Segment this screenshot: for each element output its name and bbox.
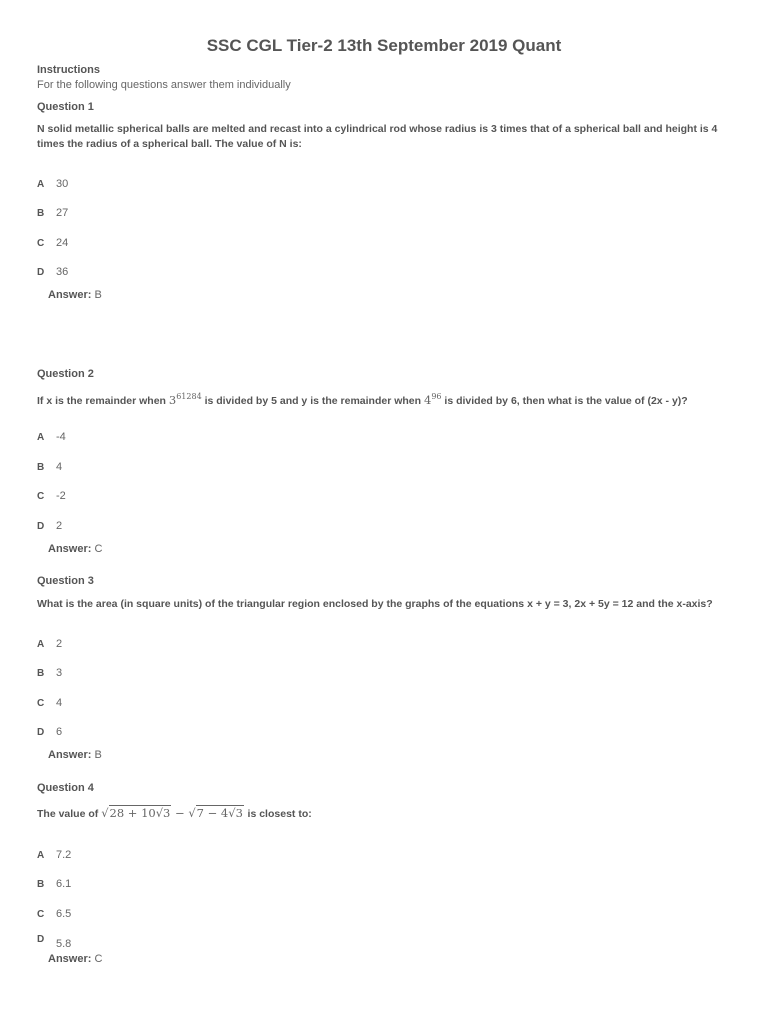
square-root-2 [188, 806, 244, 821]
root-sign: √ [188, 806, 196, 820]
option-value: 4 [56, 461, 63, 473]
option-value: 5.8 [56, 938, 72, 950]
answer-value: C [94, 953, 103, 965]
option-letter: C [37, 698, 45, 709]
option-letter: B [37, 879, 45, 890]
radicand-1: 28 + 10√3 [109, 806, 171, 820]
question-1-option-d[interactable] [37, 266, 68, 280]
question-4-label: Question 4 [37, 782, 94, 794]
power-expression-1 [169, 393, 202, 407]
option-letter: D [37, 727, 45, 738]
answer-value: B [94, 749, 102, 761]
question-1-text: N solid metallic spherical balls are melted and recast into a cylindrical rod whose radius is 3 times that of a spherical ball and height is 4 times the radius of a spherical ball. The value of N is: [37, 123, 718, 150]
question-3-answer [48, 749, 102, 761]
option-value: 3 [56, 667, 63, 679]
option-value: -4 [56, 431, 66, 443]
option-value: 6.1 [56, 878, 72, 890]
answer-label: Answer: [48, 749, 92, 761]
question-3-text: What is the area (in square units) of the triangular region enclosed by the graphs of the equations x + y = 3, 2x + 5y = 12 and the x-axis? [37, 598, 713, 610]
option-letter: A [37, 179, 45, 190]
question-2-text-part-2: is divided by 5 and y is the remainder when [204, 395, 422, 407]
option-letter: B [37, 668, 45, 679]
question-2-option-a[interactable] [37, 431, 66, 445]
option-value: 6.5 [56, 908, 72, 920]
option-letter: D [37, 267, 45, 278]
question-2-option-c[interactable] [37, 490, 66, 504]
option-letter: C [37, 238, 45, 249]
math-exponent: 61284 [176, 392, 202, 401]
question-2-text [37, 389, 737, 409]
question-1-answer [48, 289, 102, 301]
question-2-answer [48, 543, 102, 555]
question-4-option-b[interactable] [37, 878, 71, 892]
option-letter: B [37, 208, 45, 219]
question-4-text-part-1: The value of [37, 808, 99, 820]
option-value: 2 [56, 520, 63, 532]
page-title: SSC CGL Tier-2 13th September 2019 Quant [206, 36, 562, 55]
square-root-1 [101, 806, 171, 821]
option-letter: D [37, 934, 45, 945]
math-base: 3 [168, 393, 177, 407]
option-value: 30 [56, 178, 69, 190]
question-4-text [37, 806, 737, 822]
radical-expression [101, 806, 247, 820]
math-base: 4 [423, 393, 432, 407]
answer-label: Answer: [48, 543, 92, 555]
minus-sign: − [175, 806, 185, 820]
question-1-option-b[interactable] [37, 207, 68, 221]
power-expression-2 [424, 393, 442, 407]
question-4-option-d[interactable] [37, 934, 71, 948]
option-value: -2 [56, 490, 66, 502]
question-2-option-b[interactable] [37, 461, 62, 475]
question-2-label: Question 2 [37, 368, 94, 380]
question-2-text-part-3: is divided by 6, then what is the value of (2x - y)? [444, 395, 688, 407]
question-1-label: Question 1 [37, 101, 94, 113]
option-value: 7.2 [56, 849, 72, 861]
option-value: 36 [56, 266, 69, 278]
question-3-option-a[interactable] [37, 638, 62, 652]
instructions-heading: Instructions [37, 64, 100, 76]
question-3-option-d[interactable] [37, 726, 62, 740]
option-letter: D [37, 521, 45, 532]
option-letter: C [37, 909, 45, 920]
question-1-option-a[interactable] [37, 178, 68, 192]
question-4-option-a[interactable] [37, 849, 71, 863]
question-4-text-part-2: is closest to: [247, 808, 312, 820]
math-exponent: 96 [431, 392, 442, 401]
question-4-option-c[interactable] [37, 908, 71, 922]
question-2-text-part-1: If x is the remainder when [37, 395, 166, 407]
answer-label: Answer: [48, 289, 92, 301]
option-value: 4 [56, 697, 63, 709]
option-value: 6 [56, 726, 63, 738]
answer-label: Answer: [48, 953, 92, 965]
option-letter: A [37, 850, 45, 861]
question-1-option-c[interactable] [37, 237, 68, 251]
option-letter: A [37, 639, 45, 650]
option-letter: A [37, 432, 45, 443]
answer-value: C [94, 543, 103, 555]
question-3-label: Question 3 [37, 575, 94, 587]
question-2-option-d[interactable] [37, 520, 62, 534]
question-3-option-b[interactable] [37, 667, 62, 681]
option-value: 24 [56, 237, 69, 249]
question-3-option-c[interactable] [37, 697, 62, 711]
instructions-text: For the following questions answer them individually [37, 79, 291, 91]
option-letter: C [37, 491, 45, 502]
question-4-answer [48, 953, 102, 965]
option-letter: B [37, 462, 45, 473]
answer-value: B [94, 289, 102, 301]
option-value: 27 [56, 207, 69, 219]
radicand-2: 7 − 4√3 [196, 806, 243, 820]
option-value: 2 [56, 638, 63, 650]
root-sign: √ [101, 806, 109, 820]
